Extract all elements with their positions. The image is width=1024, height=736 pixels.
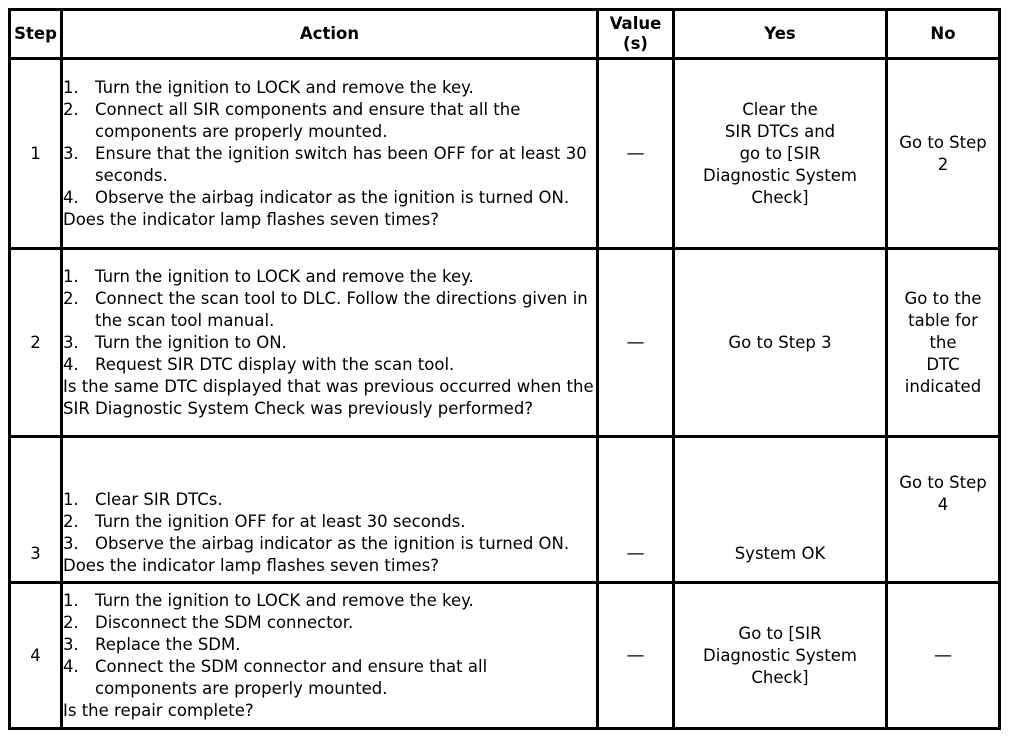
no-column-header: No [887,10,1000,59]
question-text: Is the repair complete? [63,700,254,720]
action-column-header: Action [62,10,598,59]
yes-column-header: Yes [674,10,887,59]
value-cell: — [598,437,674,583]
no-cell: Go to Step 4 [887,437,1000,583]
question-text: Does the indicator lamp flashes seven times? [63,209,440,229]
list-item: 3. Observe the airbag indicator as the ignition is turned ON. [63,534,570,553]
action-cell [62,59,598,249]
list-item: 1. Clear SIR DTCs. [63,490,223,509]
list-item: 3. Ensure that the ignition switch has been OFF for at least 30 seconds. [63,143,587,185]
action-cell [62,249,598,437]
list-item: 4. Observe the airbag indicator as the ignition is turned ON. [63,187,570,207]
step-column-header: Step [10,10,62,59]
step-number: 4 [10,583,62,729]
list-item: 3. Replace the SDM. [63,634,241,654]
step-number: 2 [10,249,62,437]
list-item: 4. Request SIR DTC display with the scan tool. [63,354,455,374]
list-item: 2. Connect all SIR components and ensure that all the components are properly mounted. [63,99,521,141]
list-item: 1. Turn the ignition to LOCK and remove the key. [63,77,474,97]
question-text: Is the same DTC displayed that was previous occurred when the SIR Diagnostic System Check was previously performed? [63,376,594,418]
table-row [10,59,1000,249]
action-list [63,77,596,209]
yes-cell: Go to [SIR Diagnostic System Check] [674,583,887,729]
step-number: 1 [10,59,62,249]
no-cell: Go to the table for the DTC indicated [887,249,1000,437]
action-list [63,489,596,555]
table-header [10,10,1000,59]
list-item: 4. Connect the SDM connector and ensure that all components are properly mounted. [63,656,488,698]
value-cell: — [598,249,674,437]
no-cell: — [887,583,1000,729]
list-item: 2. Disconnect the SDM connector. [63,612,354,632]
list-item: 1. Turn the ignition to LOCK and remove the key. [63,590,474,610]
action-cell [62,583,598,729]
diagnostic-table [8,8,1001,730]
step-number: 3 [10,437,62,583]
table-row [10,437,1000,583]
yes-cell: Clear the SIR DTCs and go to [SIR Diagnostic System Check] [674,59,887,249]
list-item: 2. Turn the ignition OFF for at least 30 seconds. [63,512,466,531]
value-column-header: Value (s) [598,10,674,59]
yes-cell: System OK [674,437,887,583]
list-item: 2. Connect the scan tool to DLC. Follow the directions given in the scan tool manual. [63,288,588,330]
question-text: Does the indicator lamp flashes seven times? [63,556,440,575]
action-list [63,266,596,376]
value-cell: — [598,583,674,729]
header-row [10,10,1000,59]
action-list [63,590,596,700]
list-item: 3. Turn the ignition to ON. [63,332,287,352]
value-cell: — [598,59,674,249]
action-cell [62,437,598,583]
table-row [10,583,1000,729]
list-item: 1. Turn the ignition to LOCK and remove the key. [63,266,474,286]
no-cell: Go to Step 2 [887,59,1000,249]
table-row [10,249,1000,437]
yes-cell: Go to Step 3 [674,249,887,437]
